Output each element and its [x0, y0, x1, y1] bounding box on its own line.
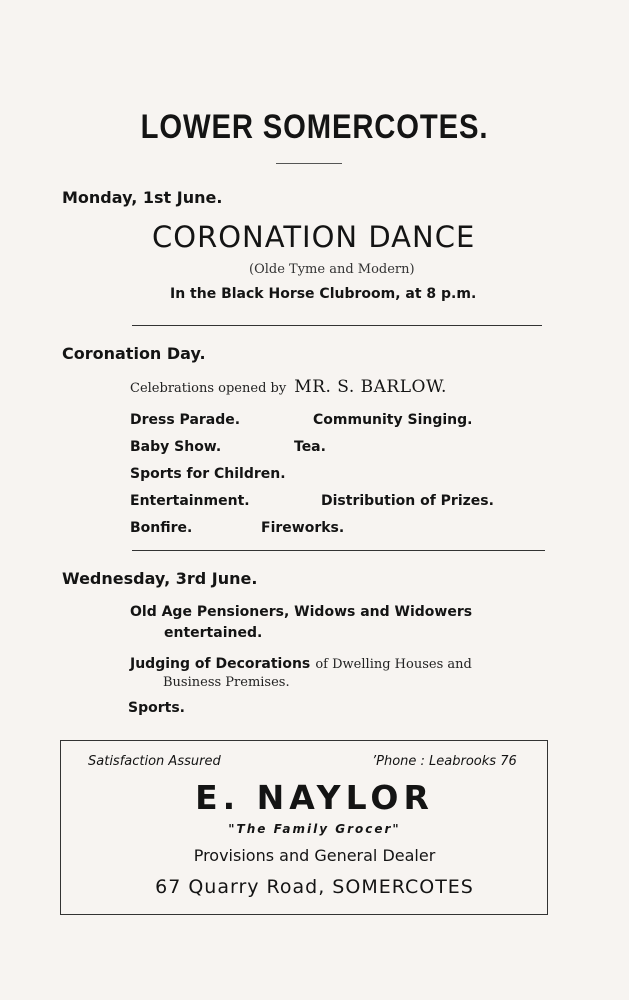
coronation-day-heading: Coronation Day.	[62, 344, 206, 363]
advert-phone: ’Phone : Leabrooks 76	[372, 754, 517, 769]
page-title: LOWER SOMERCOTES.	[140, 108, 489, 146]
dance-subtitle: (Olde Tyme and Modern)	[249, 262, 415, 277]
section-divider-1	[132, 325, 542, 326]
decorations-line-1	[130, 653, 472, 672]
opened-by-name: MR. S. BARLOW.	[294, 377, 447, 397]
opened-by-prefix: Celebrations opened by	[130, 381, 287, 396]
program-item: Baby Show.	[130, 439, 222, 455]
coronation-dance-title: CORONATION DANCE	[152, 220, 476, 254]
pensioners-line-2: entertained.	[164, 625, 263, 641]
opened-by-line	[130, 377, 447, 397]
advert-trade: Provisions and General Dealer	[193, 846, 436, 865]
program-item: Entertainment.	[130, 493, 250, 509]
wednesday-heading: Wednesday, 3rd June.	[62, 569, 258, 588]
program-item: Tea.	[294, 439, 326, 455]
section-divider-2	[132, 550, 545, 551]
decorations-line-2: Business Premises.	[163, 675, 290, 690]
pensioners-line-1: Old Age Pensioners, Widows and Widowers	[130, 604, 473, 620]
title-divider	[276, 163, 342, 164]
advert-tagline: Satisfaction Assured	[88, 754, 221, 769]
program-item: Distribution of Prizes.	[321, 493, 494, 509]
advert-business-name: E. NAYLOR	[195, 778, 434, 817]
advert-slogan: "The Family Grocer"	[228, 822, 401, 836]
sports-item: Sports.	[128, 700, 185, 716]
monday-heading: Monday, 1st June.	[62, 188, 223, 207]
program-item: Fireworks.	[261, 520, 345, 536]
program-item: Sports for Children.	[130, 466, 286, 482]
program-item: Bonfire.	[130, 520, 193, 536]
dance-venue: In the Black Horse Clubroom, at 8 p.m.	[170, 286, 477, 302]
advert-address: 67 Quarry Road, SOMERCOTES	[155, 876, 474, 898]
decorations-rest: of Dwelling Houses and	[315, 657, 472, 672]
program-item: Community Singing.	[313, 412, 473, 428]
program-item: Dress Parade.	[130, 412, 241, 428]
decorations-bold: Judging of Decorations	[130, 656, 311, 672]
